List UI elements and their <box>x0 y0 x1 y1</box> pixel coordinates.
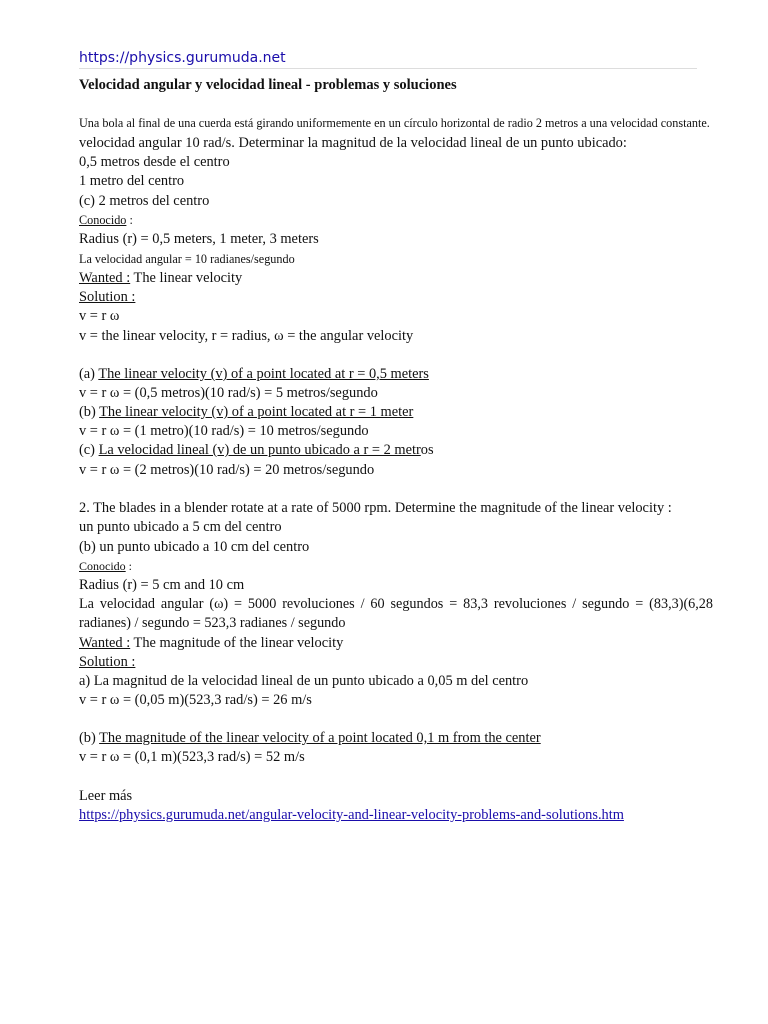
problem1-part-b <box>79 403 413 422</box>
problem1-wanted-text: The linear velocity <box>130 270 243 286</box>
problem1-option-c: (c) 2 metros del centro <box>79 193 210 209</box>
problem1-formula: v = r ω <box>79 308 120 324</box>
problem1-part-a-prefix: (a) <box>79 366 99 382</box>
problem1-part-c-calc: v = r ω = (2 metros)(10 rad/s) = 20 metros/segundo <box>79 462 375 478</box>
problem1-part-b-prefix: (b) <box>79 404 100 420</box>
read-more-label: Leer más <box>79 788 133 804</box>
problem2-intro: 2. The blades in a blender rotate at a rate of 5000 rpm. Determine the magnitude of the linear velocity : <box>79 500 672 516</box>
problem1-angular-velocity: La velocidad angular = 10 radianes/segundo <box>79 252 295 266</box>
problem2-part-b-title: The magnitude of the linear velocity of a point located 0,1 m from the center <box>99 730 541 746</box>
problem2-known-colon: : <box>125 559 133 573</box>
problem1-radius: Radius (r) = 0,5 meters, 1 meter, 3 meters <box>79 231 319 247</box>
problem1-part-a-title: The linear velocity (v) of a point located at r = 0,5 meters <box>98 366 429 382</box>
problem1-option-b: 1 metro del centro <box>79 173 185 189</box>
problem1-formula-definition: v = the linear velocity, r = radius, ω = the angular velocity <box>79 328 414 344</box>
problem1-part-b-title: The linear velocity (v) of a point located at r = 1 meter <box>99 404 414 420</box>
problem2-part-b-calc: v = r ω = (0,1 m)(523,3 rad/s) = 52 m/s <box>79 749 305 765</box>
problem1-part-c-tail: os <box>420 442 434 458</box>
problem1-known-colon: : <box>126 213 133 227</box>
problem2-part-a: a) La magnitud de la velocidad lineal de un punto ubicado a 0,05 m del centro <box>79 673 529 689</box>
problem1-solution-label: Solution : <box>79 289 136 305</box>
header-divider <box>79 68 697 69</box>
source-article-link[interactable]: https://physics.gurumuda.net/angular-velocity-and-linear-velocity-problems-and-solutions.htm <box>79 807 624 823</box>
problem1-part-c-prefix: (c) <box>79 442 99 458</box>
problem1-part-c <box>79 441 434 460</box>
problem2-wanted-text: The magnitude of the linear velocity <box>130 635 344 651</box>
problem2-radius: Radius (r) = 5 cm and 10 cm <box>79 577 245 593</box>
problem1-part-a-calc: v = r ω = (0,5 metros)(10 rad/s) = 5 metros/segundo <box>79 385 378 401</box>
problem2-known <box>79 557 132 576</box>
problem1-part-b-calc: v = r ω = (1 metro)(10 rad/s) = 10 metros/segundo <box>79 423 369 439</box>
problem1-question: velocidad angular 10 rad/s. Determinar la magnitud de la velocidad lineal de un punto ubicado: <box>79 135 627 151</box>
problem2-known-label: Conocido <box>79 559 126 573</box>
header-url-link[interactable]: https://physics.gurumuda.net <box>79 50 286 66</box>
problem1-part-a <box>79 365 429 384</box>
problem1-known <box>79 211 133 230</box>
problem2-solution-label: Solution : <box>79 654 136 670</box>
problem1-part-c-title: La velocidad lineal (v) de un punto ubicado a r = 2 metr <box>98 442 421 458</box>
problem2-part-a-calc: v = r ω = (0,05 m)(523,3 rad/s) = 26 m/s <box>79 692 312 708</box>
problem1-wanted <box>79 269 242 288</box>
problem2-option-a: un punto ubicado a 5 cm del centro <box>79 519 282 535</box>
page-title: Velocidad angular y velocidad lineal - problemas y soluciones <box>79 77 457 93</box>
problem2-part-b <box>79 729 541 748</box>
problem2-option-b: (b) un punto ubicado a 10 cm del centro <box>79 539 310 555</box>
problem2-wanted <box>79 634 343 653</box>
problem1-intro: Una bola al final de una cuerda está girando uniformemente en un círculo horizontal de radio 2 metros a una velocidad constante. <box>79 116 710 130</box>
problem2-wanted-label: Wanted : <box>79 635 131 651</box>
problem1-known-label: Conocido <box>79 213 127 227</box>
problem1-option-a: 0,5 metros desde el centro <box>79 154 230 170</box>
problem1-wanted-label: Wanted : <box>79 270 131 286</box>
problem2-angular-velocity: La velocidad angular (ω) = 5000 revoluciones / 60 segundos = 83,3 revoluciones / segundo = (83,3)(6,28 radianes) / segundo = 523,3 radianes / segundo <box>79 596 713 631</box>
problem2-part-b-prefix: (b) <box>79 730 100 746</box>
